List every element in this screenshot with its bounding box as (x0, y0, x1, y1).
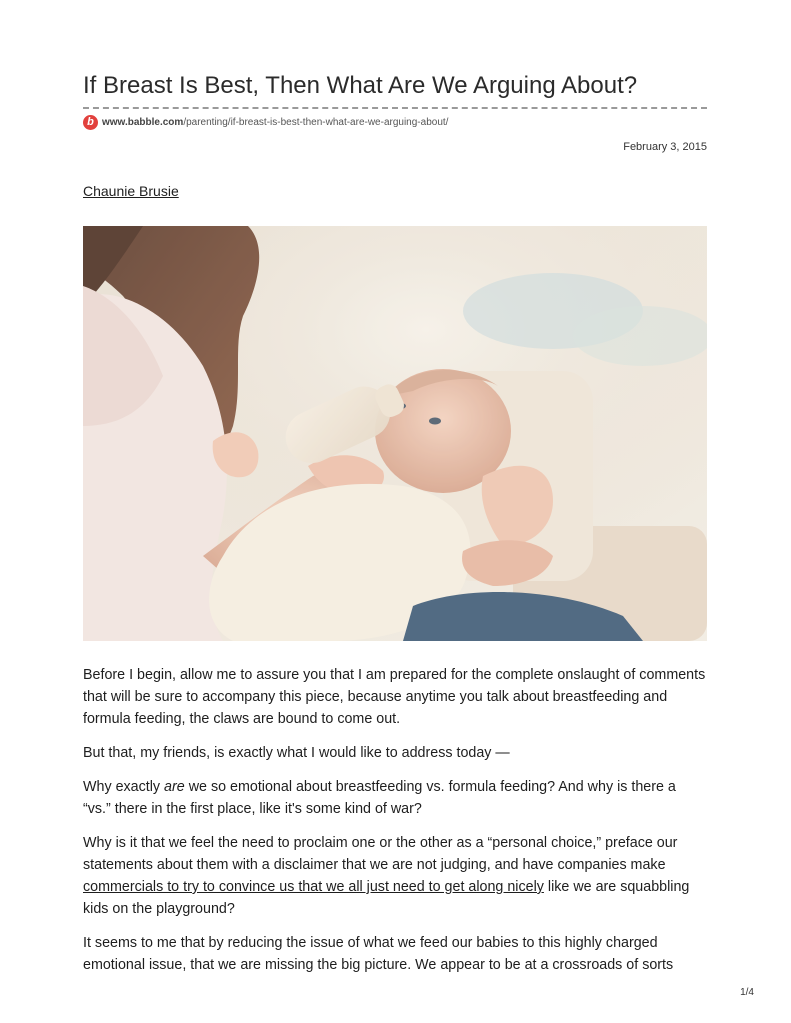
paragraph (83, 832, 707, 920)
emphasis-text: are (164, 779, 185, 795)
page-number: 1/4 (740, 987, 754, 998)
publish-date: February 3, 2015 (623, 141, 707, 153)
source-domain: www.babble.com (102, 116, 184, 128)
author-link[interactable]: Chaunie Brusie (83, 183, 179, 199)
paragraph: It seems to me that by reducing the issue of what we feed our babies to this highly charged emotional issue, that we are missing the big picture. We appear to be at a crossroads of sorts (83, 935, 674, 973)
paragraph-text: Why is it that we feel the need to proclaim one or the other as a “personal choice,” preface our statements about them with a disclaimer that we are not judging, and have companies make (83, 835, 678, 873)
paragraph (83, 776, 707, 820)
commercials-link[interactable]: commercials to try to convince us that we all just need to get along nicely (83, 879, 544, 895)
paragraph-text: we so emotional about breastfeeding vs. formula feeding? And why is there a “vs.” there in the first place, like it's some kind of war? (83, 779, 676, 817)
article-body (83, 664, 707, 988)
paragraph-text: Why exactly (83, 779, 165, 795)
page-title: If Breast Is Best, Then What Are We Arguing About? (83, 72, 638, 99)
paragraph-text: like we are squabbling kids on the playground? (83, 879, 690, 917)
babble-logo-icon (83, 115, 98, 130)
source-path: /parenting/if-breast-is-best-then-what-are-we-arguing-about/ (183, 116, 449, 128)
source-link[interactable] (102, 117, 448, 128)
paragraph: Before I begin, allow me to assure you that I am prepared for the complete onslaught of comments that will be sure to accompany this piece, because anytime you talk about breastfeeding and formula feeding, the claws are bound to come out. (83, 667, 706, 727)
logo-letter: b (87, 116, 94, 128)
title-divider (83, 107, 707, 109)
paragraph: But that, my friends, is exactly what I would like to address today — (83, 745, 510, 761)
hero-image (83, 226, 707, 641)
source-row (83, 114, 448, 130)
